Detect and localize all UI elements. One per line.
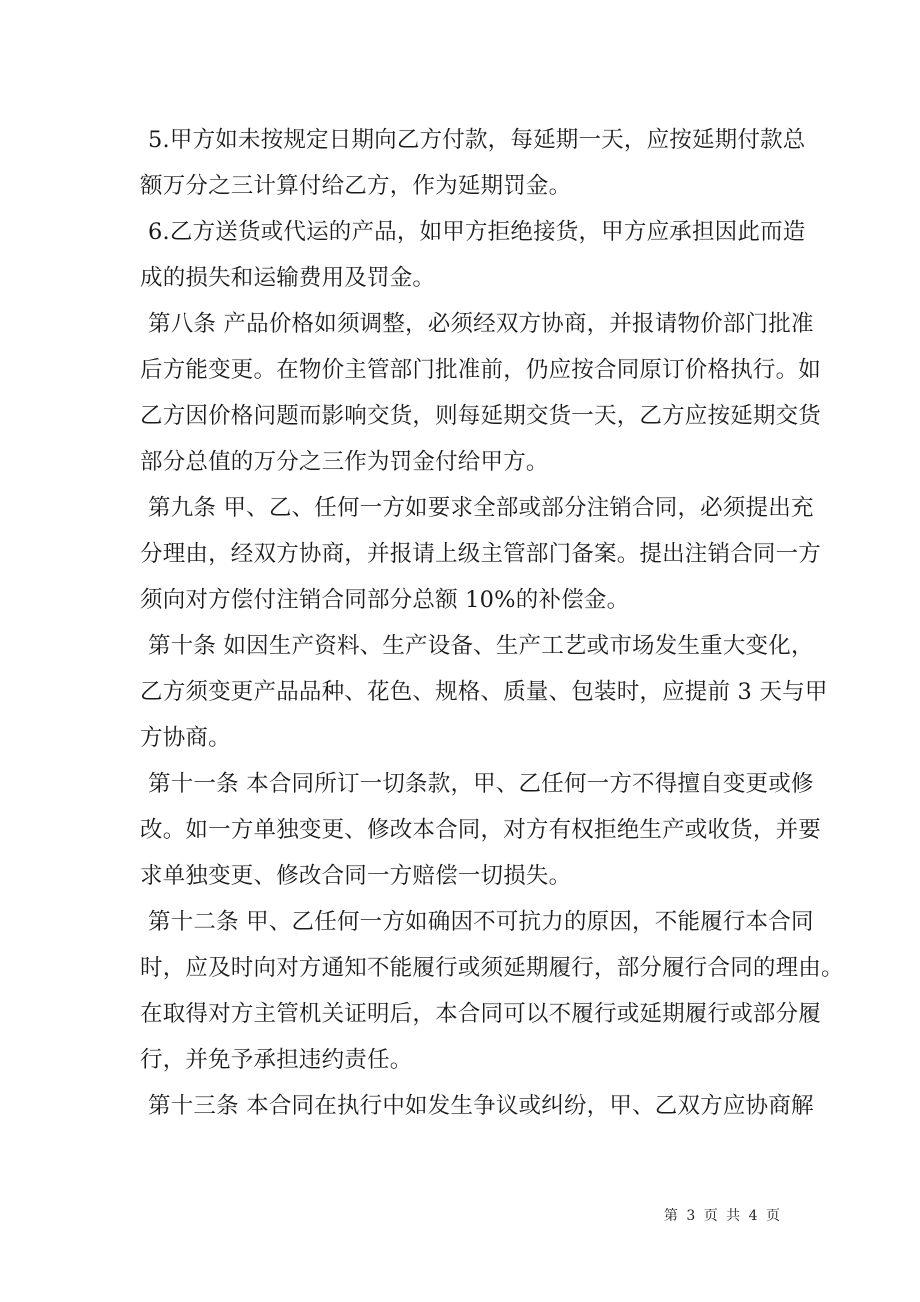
- text-line: 部分总值的万分之三作为罚金付给甲方。: [140, 449, 549, 475]
- text-line: 乙方因价格问题而影响交货，则每延期交货一天，乙方应按延期交货: [140, 403, 822, 429]
- clause-paragraph: [140, 485, 822, 623]
- text-line: 第十一条 本合同所订一切条款，甲、乙任何一方不得擅自变更或修: [148, 771, 814, 797]
- text-line: 额万分之三计算付给乙方，作为延期罚金。: [140, 173, 572, 199]
- clause-paragraph: [140, 301, 822, 485]
- text-line: 方协商。: [140, 725, 231, 751]
- text-line: 时，应及时向对方通知不能履行或须延期履行，部分履行合同的理由。: [140, 955, 844, 981]
- page-number-footer: 第 3 页 共 4 页: [663, 1208, 782, 1224]
- clause-paragraph: [140, 623, 828, 761]
- text-line: 在取得对方主管机关证明后，本合同可以不履行或延期履行或部分履: [140, 1001, 822, 1027]
- text-line: 行，并免予承担违约责任。: [140, 1047, 413, 1073]
- clause-paragraph: [140, 209, 806, 301]
- text-line: 乙方须变更产品品种、花色、规格、质量、包装时，应提前 3 天与甲: [140, 679, 828, 705]
- text-line: 第八条 产品价格如须调整，必须经双方协商，并报请物价部门批准: [148, 311, 814, 337]
- contract-body: [140, 117, 844, 1129]
- text-line: 后方能变更。在物价主管部门批准前，仍应按合同原订价格执行。如: [140, 357, 822, 383]
- text-line: 分理由，经双方协商，并报请上级主管部门备案。提出注销合同一方: [140, 541, 822, 567]
- text-line: 第十二条 甲、乙任何一方如确因不可抗力的原因，不能履行本合同: [148, 909, 814, 935]
- text-line: 成的损失和运输费用及罚金。: [140, 265, 436, 291]
- text-line: 改。如一方单独变更、修改本合同，对方有权拒绝生产或收货，并要: [140, 817, 822, 843]
- text-line: 第九条 甲、乙、任何一方如要求全部或部分注销合同，必须提出充: [148, 495, 814, 521]
- text-line: 6.乙方送货或代运的产品，如甲方拒绝接货，甲方应承担因此而造: [148, 219, 806, 245]
- clause-paragraph: [140, 1083, 814, 1129]
- text-line: 5.甲方如未按规定日期向乙方付款，每延期一天，应按延期付款总: [148, 127, 806, 153]
- clause-paragraph: [140, 899, 844, 1083]
- text-line: 须向对方偿付注销合同部分总额 10%的补偿金。: [140, 587, 630, 613]
- text-line: 求单独变更、修改合同一方赔偿一切损失。: [140, 863, 572, 889]
- text-line: 第十三条 本合同在执行中如发生争议或纠纷，甲、乙双方应协商解: [148, 1093, 814, 1119]
- text-line: 第十条 如因生产资料、生产设备、生产工艺或市场发生重大变化，: [148, 633, 814, 659]
- clause-paragraph: [140, 761, 822, 899]
- clause-paragraph: [140, 117, 806, 209]
